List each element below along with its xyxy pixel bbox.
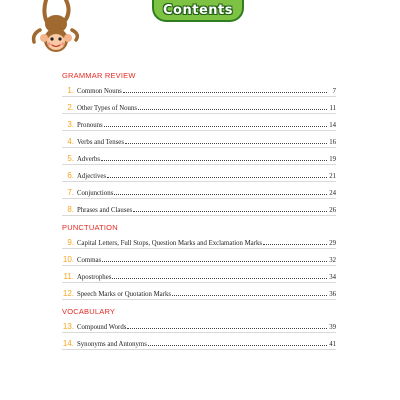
toc-entry[interactable] [62,187,336,199]
toc-entry[interactable] [62,153,336,165]
entry-title: Speech Marks or Quotation Marks [77,291,172,298]
toc-entry[interactable] [62,204,336,216]
entry-page-number: 26 [329,207,336,214]
table-of-contents [62,70,336,356]
entry-title: Apostrophes [77,274,112,281]
toc-section [62,306,336,350]
entry-number: 7. [67,188,74,197]
page-title: Contents [163,2,233,18]
entry-title: Compound Words [77,324,127,331]
entry-title: Other Types of Nouns [77,105,137,112]
toc-entry[interactable] [62,254,336,266]
entry-page-number: 19 [329,156,336,163]
entry-title: Pronouns [77,122,103,129]
entry-number: 4. [67,137,74,146]
entry-page-number: 41 [329,341,336,348]
entry-title: Phrases and Clauses [77,207,133,214]
entry-title: Adjectives [77,173,107,180]
entry-page-number: 21 [329,173,336,180]
toc-section [62,70,336,216]
monkey-hanging-icon [26,0,86,56]
dot-leader [101,153,327,161]
section-heading: GRAMMAR REVIEW [62,71,136,80]
entry-title: Capital Letters, Full Stops, Question Marks and Exclamation Marks [77,240,262,247]
toc-entry[interactable] [62,271,336,283]
entry-page-number: 34 [329,274,336,281]
dot-leader [123,85,327,93]
toc-entry[interactable] [62,338,336,350]
toc-entry[interactable] [62,170,336,182]
entry-title: Verbs and Tenses [77,139,124,146]
entry-title: Conjunctions [77,190,114,197]
dot-leader [104,119,327,127]
entry-page-number: 11 [329,105,336,112]
section-heading: PUNCTUATION [62,223,118,232]
entry-number: 10. [62,255,74,264]
dot-leader [138,102,327,110]
section-heading: VOCABULARY [62,307,116,316]
toc-entry[interactable] [62,136,336,148]
toc-entry[interactable] [62,85,336,97]
entry-page-number: 24 [329,190,336,197]
toc-entry[interactable] [62,102,336,114]
dot-leader [127,321,327,329]
dot-leader [263,237,327,245]
entry-number: 1. [67,86,74,95]
entry-number: 9. [67,238,74,247]
entry-page-number: 32 [329,257,336,264]
contents-title-banner [152,0,244,22]
entry-title: Commas [77,257,102,264]
entry-number: 2. [67,103,74,112]
entry-page-number: 29 [329,240,336,247]
entry-page-number: 14 [329,122,336,129]
dot-leader [133,204,327,212]
dot-leader [102,254,327,262]
entry-page-number: 7 [332,88,336,95]
entry-title: Common Nouns [77,88,122,95]
toc-entry[interactable] [62,321,336,333]
dot-leader [114,187,327,195]
dot-leader [112,271,327,279]
toc-section [62,222,336,300]
entry-number: 5. [67,154,74,163]
entry-page-number: 39 [329,324,336,331]
toc-entry[interactable] [62,237,336,249]
entry-page-number: 16 [329,139,336,146]
entry-number: 12. [62,289,74,298]
dot-leader [172,288,327,296]
entry-number: 14. [62,339,74,348]
entry-title: Adverbs [77,156,101,163]
entry-number: 6. [67,171,74,180]
dot-leader [107,170,327,178]
entry-title: Synonyms and Antonyms [77,341,147,348]
toc-entry[interactable] [62,119,336,131]
entry-page-number: 36 [329,291,336,298]
entry-number: 8. [67,205,74,214]
dot-leader [148,338,327,346]
toc-entry[interactable] [62,288,336,300]
dot-leader [125,136,327,144]
entry-number: 3. [67,120,74,129]
entry-number: 13. [62,322,74,331]
entry-number: 11. [63,272,74,281]
